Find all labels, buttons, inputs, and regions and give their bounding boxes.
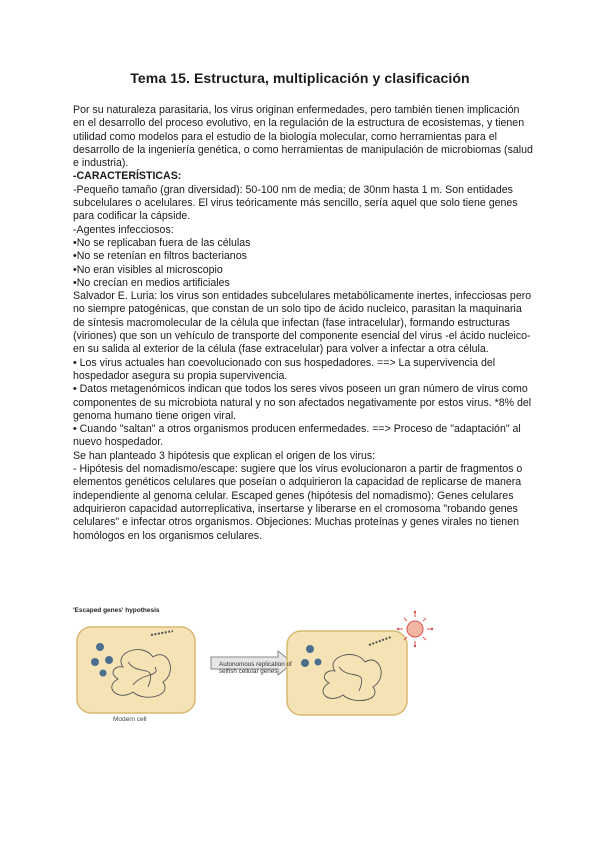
bullet-item: • Los virus actuales han coevolucionado con sus hospedadores. ==> La supervivencia del hospedador asegura su propia supervivencia. bbox=[73, 356, 496, 382]
section-heading: -CARACTERÍSTICAS: bbox=[73, 170, 182, 183]
page-title: Tema 15. Estructura, multiplicación y clasificación bbox=[130, 70, 470, 86]
cell-label: Modern cell bbox=[113, 716, 147, 723]
hypotheses-intro: Se han planteado 3 hipótesis que explican el origen de los virus: bbox=[73, 449, 376, 462]
bullet-item: • Datos metagenómicos indican que todos los seres vivos poseen un gran número de virus como componentes de su microbiota natural y no son afectados negativamente por estos virus. *8% del genoma humano tiene origen viral. bbox=[73, 383, 532, 422]
agent-item: •No se retenían en filtros bacterianos bbox=[73, 250, 247, 263]
size-paragraph: -Pequeño tamaño (gran diversidad): 50-100 nm de media; de 30nm hasta 1 m. Son entidades subcelulares o acelulares. El virus teóricamente más sencillo, sería aquel que solo tiene genes para codificar la cápside. bbox=[73, 183, 518, 223]
agent-item: •No crecían en medios artificiales bbox=[73, 276, 230, 289]
agent-item: •No se replicaban fuera de las células bbox=[73, 236, 251, 249]
intro-paragraph: Por su naturaleza parasitaria, los virus originan enfermedades, pero también tienen implicación en el desarrollo del proceso evolutivo, en la regulación de la estructura de ecosistemas, y tienen utilidad como modelos para el estudio de la biología molecular, como herramientas para el desarrollo de la ingeniería genética, o como herramientas de manipulación de microbiomas (salud e industria). bbox=[73, 104, 533, 170]
arrow-caption: Autonomous replication of selfish cellular genes bbox=[219, 661, 292, 676]
figure-illustration bbox=[73, 607, 533, 732]
luria-paragraph: Salvador E. Luria: los virus son entidades subcelulares metabólicamente inertes, infecciosas pero no siempre patogénicas, que constan de un solo tipo de ácido nucleico, parasitan la maquinaria de síntesis macromolecular de la célula que infectan (fase intracelular), formando estructuras (viriones) que son un vehículo de transporte del componente esencial del virus -el ácido nucleico- en su salida al exterior de la célula (fase extracelular) para volver a infectar a otra célula. bbox=[73, 290, 532, 356]
escaped-genes-figure bbox=[73, 607, 533, 727]
agent-item: •No eran visibles al microscopio bbox=[73, 263, 223, 276]
document-body bbox=[73, 104, 533, 543]
hypothesis-escape: - Hipótesis del nomadismo/escape: sugiere que los virus evolucionaron a partir de fragmentos o elementos genéticos celulares que poseían o adquirieron la capacidad de replicarse de manera independiente al genoma celular. Escaped genes (hipótesis del nomadismo): Genes celulares adquirieron capacidad autorreplicativa, insertarse y liberarse en el cromosoma "robando genes celulares" e infectar otros organismos. Objeciones: Muchas proteínas y genes virales no tienen homólogos en los organismos celulares. bbox=[73, 463, 523, 542]
left-cell bbox=[77, 627, 195, 713]
figure-title: 'Escaped genes' hypothesis bbox=[73, 607, 160, 614]
agents-heading: -Agentes infecciosos: bbox=[73, 223, 174, 236]
bullet-item: • Cuando "saltan" a otros organismos producen enfermedades. ==> Proceso de "adaptación" al nuevo hospedador. bbox=[73, 423, 521, 449]
